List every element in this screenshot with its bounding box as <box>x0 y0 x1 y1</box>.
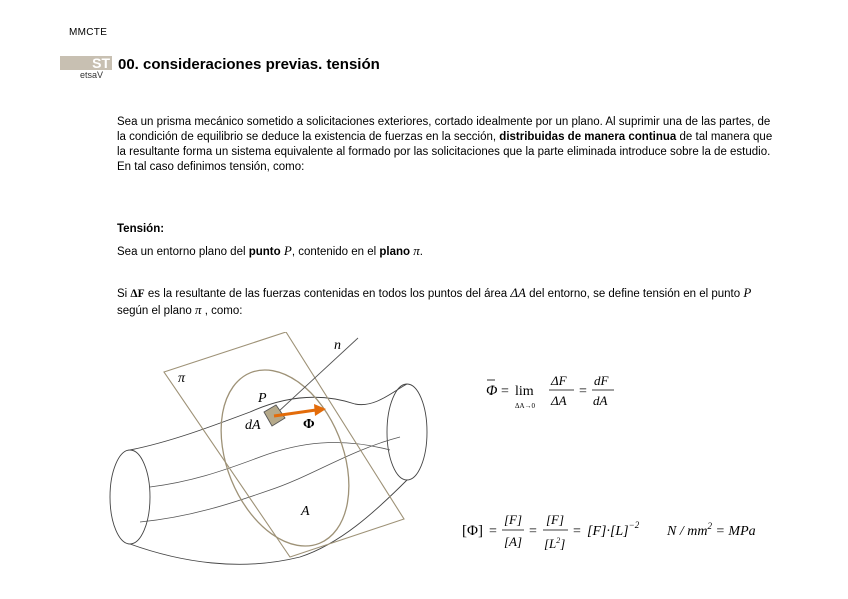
f2-eq2: = <box>529 524 537 539</box>
f2-product: $[F]\cdot[L]^{-2}$ <box>587 520 640 539</box>
f1-phi: Φ <box>486 383 498 399</box>
def-math-deltaA: ΔA <box>510 285 526 300</box>
intro-text-1: Sea un prisma mecánico sometido a solicitaciones exteriores, cortado idealmente por un plano. Al suprimir una de las partes, de la condición de equilibrio se deduce la existencia de fuerzas en la sección, <box>117 116 771 143</box>
prism-left-end <box>110 450 150 544</box>
stress-definition-formula <box>486 368 626 416</box>
intro-text-2: de tal manera que la resultante forma un sistema equivalente al formado por las solicitaciones que la parte eliminada introduce sobre la de estudio. En tal caso definimos tensión, como: <box>117 131 773 173</box>
tension-text-1: Sea un entorno plano del <box>117 246 249 258</box>
tension-text-3: . <box>419 246 423 258</box>
prism-bottom-contour <box>130 480 407 564</box>
f2-f2d: $[L^2]$ <box>544 536 566 551</box>
cutting-plane <box>164 332 404 557</box>
def-text-3: del entorno, se define tensión en el punto <box>525 288 744 300</box>
tension-math-pi: π <box>413 243 420 258</box>
prism-section-diagram <box>100 332 430 582</box>
f2-eq1: = <box>489 524 497 539</box>
prism-right-end <box>387 384 427 480</box>
f1-eq: = <box>501 384 509 399</box>
intro-paragraph <box>117 115 777 175</box>
school-logo-subtitle: etsaV <box>80 70 104 80</box>
page-title: 00. consideraciones previas. tensión <box>118 56 380 73</box>
f1-den2: dA <box>593 393 608 408</box>
tension-paragraph <box>117 243 777 260</box>
course-code: MMCTE <box>69 27 108 38</box>
def-math-P: P <box>743 285 752 300</box>
f2-phi: [Φ] <box>462 523 483 539</box>
tension-bold-point: punto <box>248 246 281 258</box>
f2-eq3: = <box>573 524 581 539</box>
f2-f1n: [F] <box>504 512 523 527</box>
f1-den1: ΔA <box>551 393 567 408</box>
def-text-5: , como: <box>201 305 243 317</box>
f1-eq2: = <box>579 384 587 399</box>
f1-num1: ΔF <box>551 373 567 388</box>
label-P: P <box>258 391 267 406</box>
label-n: n <box>334 338 341 353</box>
tension-bold-plane: plano <box>379 246 411 258</box>
def-math-deltaF: ΔF <box>130 288 145 300</box>
f2-f2n: [F] <box>546 512 565 527</box>
def-text-2: es la resultante de las fuerzas contenidas en todos los puntos del área <box>144 288 511 300</box>
stress-arrowhead <box>314 404 326 416</box>
tension-text-2: , contenido en el <box>291 246 380 258</box>
f1-num2: dF <box>594 373 609 388</box>
f2-units: N / $mm^2$ = MPa <box>667 521 756 539</box>
f1-lim-sub: ΔA→0 <box>515 402 536 410</box>
intro-bold: distribuidas de manera continua <box>499 131 677 143</box>
f2-f1d: [A] <box>504 534 523 549</box>
prism-generatrix-1 <box>150 443 390 487</box>
school-logo: ST <box>60 56 112 70</box>
label-pi: π <box>178 371 186 386</box>
stress-units-formula <box>462 508 792 558</box>
def-text-4: según el plano <box>117 305 196 317</box>
label-dA: dA <box>245 418 261 433</box>
def-text-1: Si <box>117 288 131 300</box>
prism-generatrix-2 <box>140 437 400 522</box>
definition-paragraph <box>117 285 777 319</box>
tension-heading: Tensión: <box>117 223 165 235</box>
label-Phi: Φ <box>303 417 315 432</box>
tension-math-P: P <box>283 243 292 258</box>
label-A: A <box>301 504 310 519</box>
f1-lim: lim <box>515 384 534 399</box>
def-math-pi: π <box>195 302 202 317</box>
